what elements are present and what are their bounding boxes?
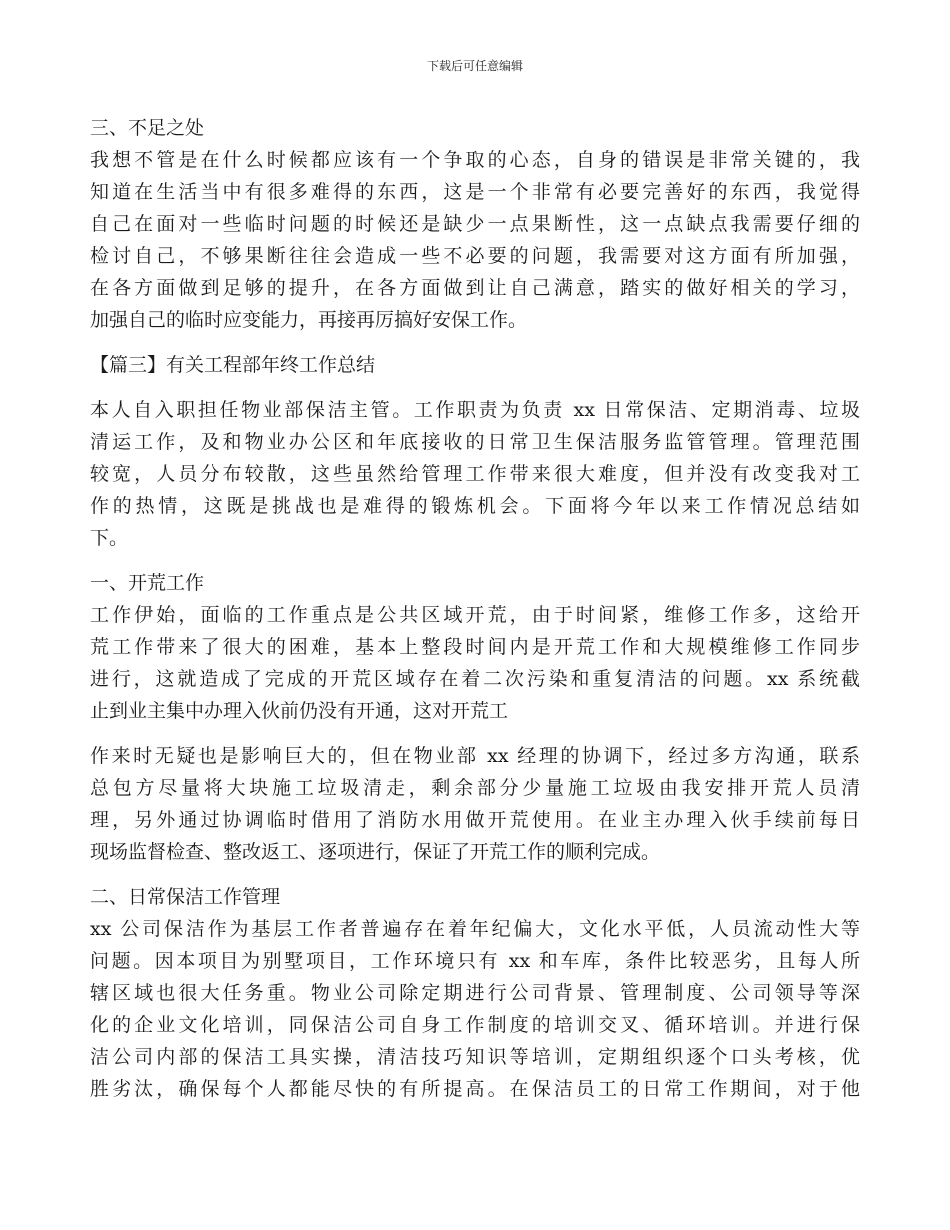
paragraph-line: 化的企业文化培训，同保洁公司自身工作制度的培训交叉、循环培训。并进行保	[90, 1014, 860, 1036]
paragraph-line: 洁公司内部的保洁工具实操，清洁技巧知识等培训，定期组织逐个口头考核，优	[90, 1046, 860, 1068]
paragraph-line: 检讨自己，不够果断往往会造成一些不必要的问题，我需要对这方面有所加强，	[90, 245, 860, 267]
paragraph-line: 下。	[90, 527, 129, 549]
section-heading-shortcomings: 三、不足之处	[90, 117, 205, 139]
paragraph-line: 自己在面对一些临时问题的时候还是缺少一点果断性，这一点缺点我需要仔细的	[90, 213, 860, 235]
paragraph-line: 我想不管是在什么时候都应该有一个争取的心态，自身的错误是非常关键的，我	[90, 149, 860, 171]
document-body	[90, 112, 860, 1105]
paragraph-line: 进行，这就造成了完成的开荒区域存在着二次污染和重复清洁的问题。xx 系统截	[90, 668, 860, 690]
paragraph-line: 作来时无疑也是影响巨大的，但在物业部 xx 经理的协调下，经过多方沟通，联系	[90, 745, 860, 767]
paragraph-line: 本人自入职担任物业部保洁主管。工作职责为负责 xx 日常保洁、定期消毒、垃圾	[90, 399, 860, 421]
paragraph-line: 现场监督检查、整改返工、逐项进行，保证了开荒工作的顺利完成。	[90, 841, 661, 863]
paragraph-line: 止到业主集中办理入伙前仍没有开通，这对开荒工	[90, 700, 509, 722]
paragraph-line: 加强自己的临时应变能力，再接再厉搞好安保工作。	[90, 309, 528, 331]
paragraph-line: xx 公司保洁作为基层工作者普遍存在着年纪偏大，文化水平低，人员流动性大等	[90, 918, 860, 940]
article-title: 【篇三】有关工程部年终工作总结	[90, 354, 376, 376]
paragraph-line: 辖区域也很大任务重。物业公司除定期进行公司背景、管理制度、公司领导等深	[90, 982, 860, 1004]
page-header: 下载后可任意编辑	[426, 59, 523, 73]
paragraph-line: 工作伊始，面临的工作重点是公共区域开荒，由于时间紧，维修工作多，这给开	[90, 604, 860, 626]
paragraph-line: 荒工作带来了很大的困难，基本上整段时间内是开荒工作和大规模维修工作同步	[90, 636, 860, 658]
paragraph-line: 胜劣汰，确保每个人都能尽快的有所提高。在保洁员工的日常工作期间，对于他	[90, 1078, 860, 1100]
paragraph-line: 较宽，人员分布较散，这些虽然给管理工作带来很大难度，但并没有改变我对工	[90, 463, 860, 485]
section-heading-opening: 一、开荒工作	[90, 572, 205, 594]
paragraph-line: 在各方面做到足够的提升，在各方面做到让自己满意，踏实的做好相关的学习，	[90, 277, 860, 299]
section-heading-daily: 二、日常保洁工作管理	[90, 886, 281, 908]
paragraph-line: 理，另外通过协调临时借用了消防水用做开荒使用。在业主办理入伙手续前每日	[90, 809, 860, 831]
paragraph-line: 总包方尽量将大块施工垃圾清走，剩余部分少量施工垃圾由我安排开荒人员清	[90, 777, 860, 799]
paragraph-line: 作的热情，这既是挑战也是难得的锻炼机会。下面将今年以来工作情况总结如	[90, 495, 860, 517]
paragraph-line: 知道在生活当中有很多难得的东西，这是一个非常有必要完善好的东西，我觉得	[90, 181, 860, 203]
paragraph-line: 问题。因本项目为别墅项目，工作环境只有 xx 和车库，条件比较恶劣，且每人所	[90, 950, 860, 972]
paragraph-line: 清运工作，及和物业办公区和年底接收的日常卫生保洁服务监管管理。管理范围	[90, 431, 860, 453]
